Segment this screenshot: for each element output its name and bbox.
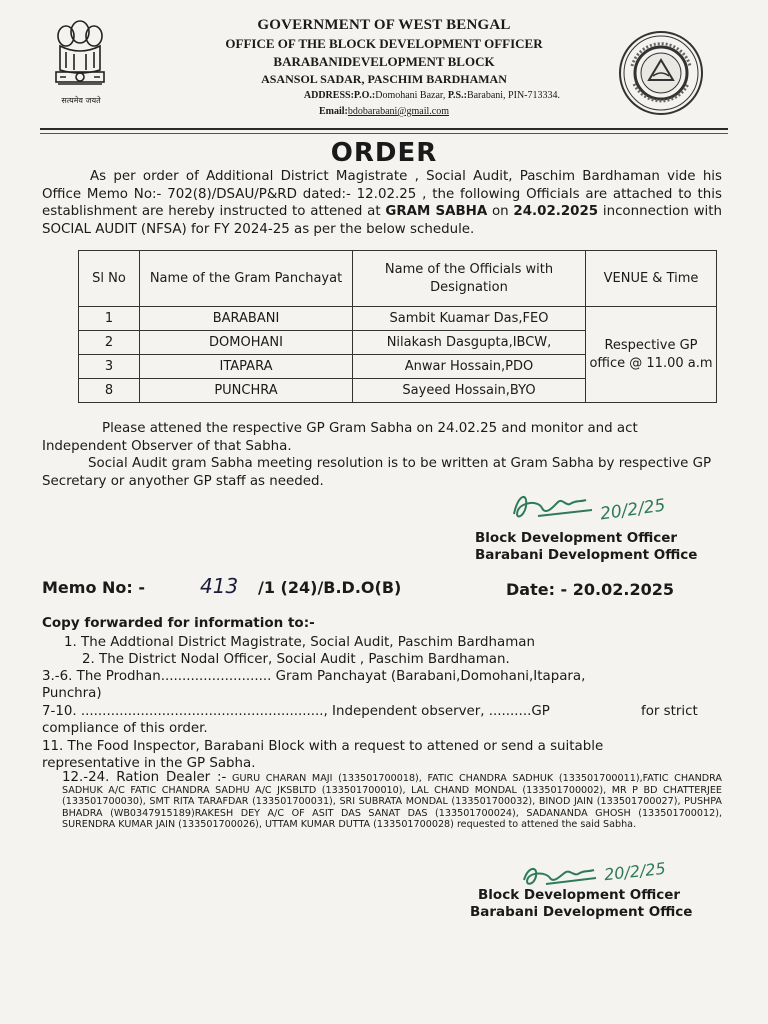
header-divider-thin <box>40 133 728 134</box>
copy-item-4: 7-10. ........................................................., Independent observer, ..........GP <box>42 704 550 719</box>
copy-item-5: 11. The Food Inspector, Barabani Block with a request to attened or send a suitable <box>42 739 604 754</box>
office-seal-icon <box>618 30 704 116</box>
state-emblem-icon <box>44 12 116 108</box>
resolution-text: Social Audit gram Sabha meeting resolution is to be written at Gram Sabha by respective GP Secretary or anyother GP staff as needed. <box>42 456 712 489</box>
copy-item-4-tail: for strict <box>641 704 698 719</box>
cell-gp: ITAPARA <box>140 355 353 379</box>
cell-gp: BARABANI <box>140 307 353 331</box>
emblem-motto: सत्यमेव जयते <box>61 96 101 105</box>
instruction-paragraph <box>42 420 722 455</box>
intro-bold-gram-sabha: GRAM SABHA <box>385 204 488 219</box>
address-po-value: Domohani Bazar, <box>375 90 448 101</box>
header-venue-time: VENUE & Time <box>586 251 717 307</box>
signatory-block-1 <box>475 530 697 564</box>
email-link[interactable]: bdobarabani@gmail.com <box>347 106 449 117</box>
copy-item-ration-dealers <box>62 772 722 831</box>
cell-sl: 2 <box>79 331 140 355</box>
cell-sl: 1 <box>79 307 140 331</box>
memo-number: /1 (24)/B.D.O(B) <box>258 578 402 597</box>
email-label: Email: <box>318 106 348 117</box>
cell-official: Sambit Kuamar Das,FEO <box>353 307 586 331</box>
signatory-title: Block Development Officer <box>478 887 681 903</box>
header-divider <box>40 128 728 130</box>
signatory-office: Barabani Development Office <box>475 547 698 563</box>
signatory-title: Block Development Officer <box>475 530 678 546</box>
letterhead-line-4: ASANSOL SADAR, PASCHIM BARDHAMAN <box>261 72 507 86</box>
intro-text-3: inconnection with SOCIAL AUDIT (NFSA) for FY 2024-25 as per the below schedule. <box>42 204 722 237</box>
address-label: ADDRESS: <box>303 90 354 101</box>
resolution-paragraph <box>42 455 722 490</box>
header-gram-panchayat: Name of the Gram Panchayat <box>140 251 353 307</box>
memo-number-handwritten: 413 <box>200 574 239 598</box>
letterhead-line-1: GOVERNMENT OF WEST BENGAL <box>257 17 511 33</box>
cell-gp: DOMOHANI <box>140 331 353 355</box>
copy-item-1: 1. The Addtional District Magistrate, Social Audit, Paschim Bardhaman <box>64 635 535 650</box>
intro-text-1: As per order of Additional District Magistrate , Social Audit, Paschim Bardhaman vide his Office Memo No:- 702(8)/DSAU/P&RD dated:- 12.02.25 , the following Officials are attached to this establishment are hereby instructed to attened at <box>42 169 722 219</box>
order-title: ORDER <box>330 138 438 168</box>
cell-official: Nilakash Dasgupta,IBCW, <box>353 331 586 355</box>
schedule-table <box>78 250 717 403</box>
address-ps-value: Barabani, PIN-713334. <box>466 90 560 101</box>
address-ps-label: P.S.: <box>447 90 467 101</box>
copy-item-2: 2. The District Nodal Officer, Social Audit , Paschim Bardhaman. <box>82 652 510 667</box>
ration-dealer-lead: 12.-24. Ration Dealer :- <box>62 770 227 785</box>
intro-text-2: on <box>487 204 514 219</box>
intro-paragraph <box>42 168 722 238</box>
copy-item-5-cont: representative in the GP Sabha. <box>42 756 256 771</box>
table-header-row <box>79 251 717 307</box>
letterhead-address <box>150 88 618 104</box>
signature-date-handwritten: 20/2/25 <box>598 495 667 525</box>
cell-sl: 3 <box>79 355 140 379</box>
signatory-office: Barabani Development Office <box>470 904 693 920</box>
header-sl-no: Sl No <box>79 251 140 307</box>
cell-gp: PUNCHRA <box>140 379 353 403</box>
instruction-text: Please attened the respective GP Gram Sabha on 24.02.25 and monitor and act Independent Observer of that Sabha. <box>42 421 638 454</box>
memo-date: Date: - 20.02.2025 <box>506 580 674 599</box>
signature-scrawl-icon <box>508 488 604 528</box>
cell-official: Anwar Hossain,PDO <box>353 355 586 379</box>
cell-official: Sayeed Hossain,BYO <box>353 379 586 403</box>
header-officials: Name of the Officials with Designation <box>353 251 586 307</box>
copy-forwarded-heading: Copy forwarded for information to:- <box>42 615 315 631</box>
letterhead <box>150 16 618 119</box>
table-row <box>79 307 717 331</box>
memo-label: Memo No: - <box>42 578 145 597</box>
ration-dealer-list: GURU CHARAN MAJI (133501700018), FATIC CHANDRA SADHUK (133501700011),FATIC CHANDRA SADHUK A/C FATIC CHANDRA SADHU A/C JKSBLTD (133501700010), LAL CHAND MONDAL (133501700002), MR P BD CHATTERJEE (133501700030), SMT RITA TARAFDAR (133501700031), SRI SUBRATA MONDAL (133501700032), BINOD JAIN (133501700027), PUSHPA BHADRA (WB0347915189)RAKESH DEY A/C OF ASIT DAS SANAT DAS (133501700024), SADANANDA GHOSH (133501700012), SURENDRA KUMAR JAIN (133501700026), UTTAM KUMAR DUTTA (133501700028) requested to attened the said Sabha. <box>62 773 722 831</box>
letterhead-line-2: OFFICE OF THE BLOCK DEVELOPMENT OFFICER <box>225 36 543 51</box>
cell-venue: Respective GP office @ 11.00 a.m <box>586 307 717 403</box>
letterhead-line-3: BARABANIDEVELOPMENT BLOCK <box>273 54 495 69</box>
signatory-block-2 <box>470 887 693 921</box>
cell-sl: 8 <box>79 379 140 403</box>
intro-bold-date: 24.02.2025 <box>513 204 599 219</box>
copy-item-3-cont: Punchra) <box>42 686 102 701</box>
signature-date-handwritten: 20/2/25 <box>603 858 667 885</box>
copy-item-3: 3.-6. The Prodhan.......................... Gram Panchayat (Barabani,Domohani,Itapara, <box>42 669 586 684</box>
copy-item-4-cont: compliance of this order. <box>42 721 208 736</box>
address-po-label: P.O.: <box>353 90 376 101</box>
letterhead-email <box>150 104 618 119</box>
